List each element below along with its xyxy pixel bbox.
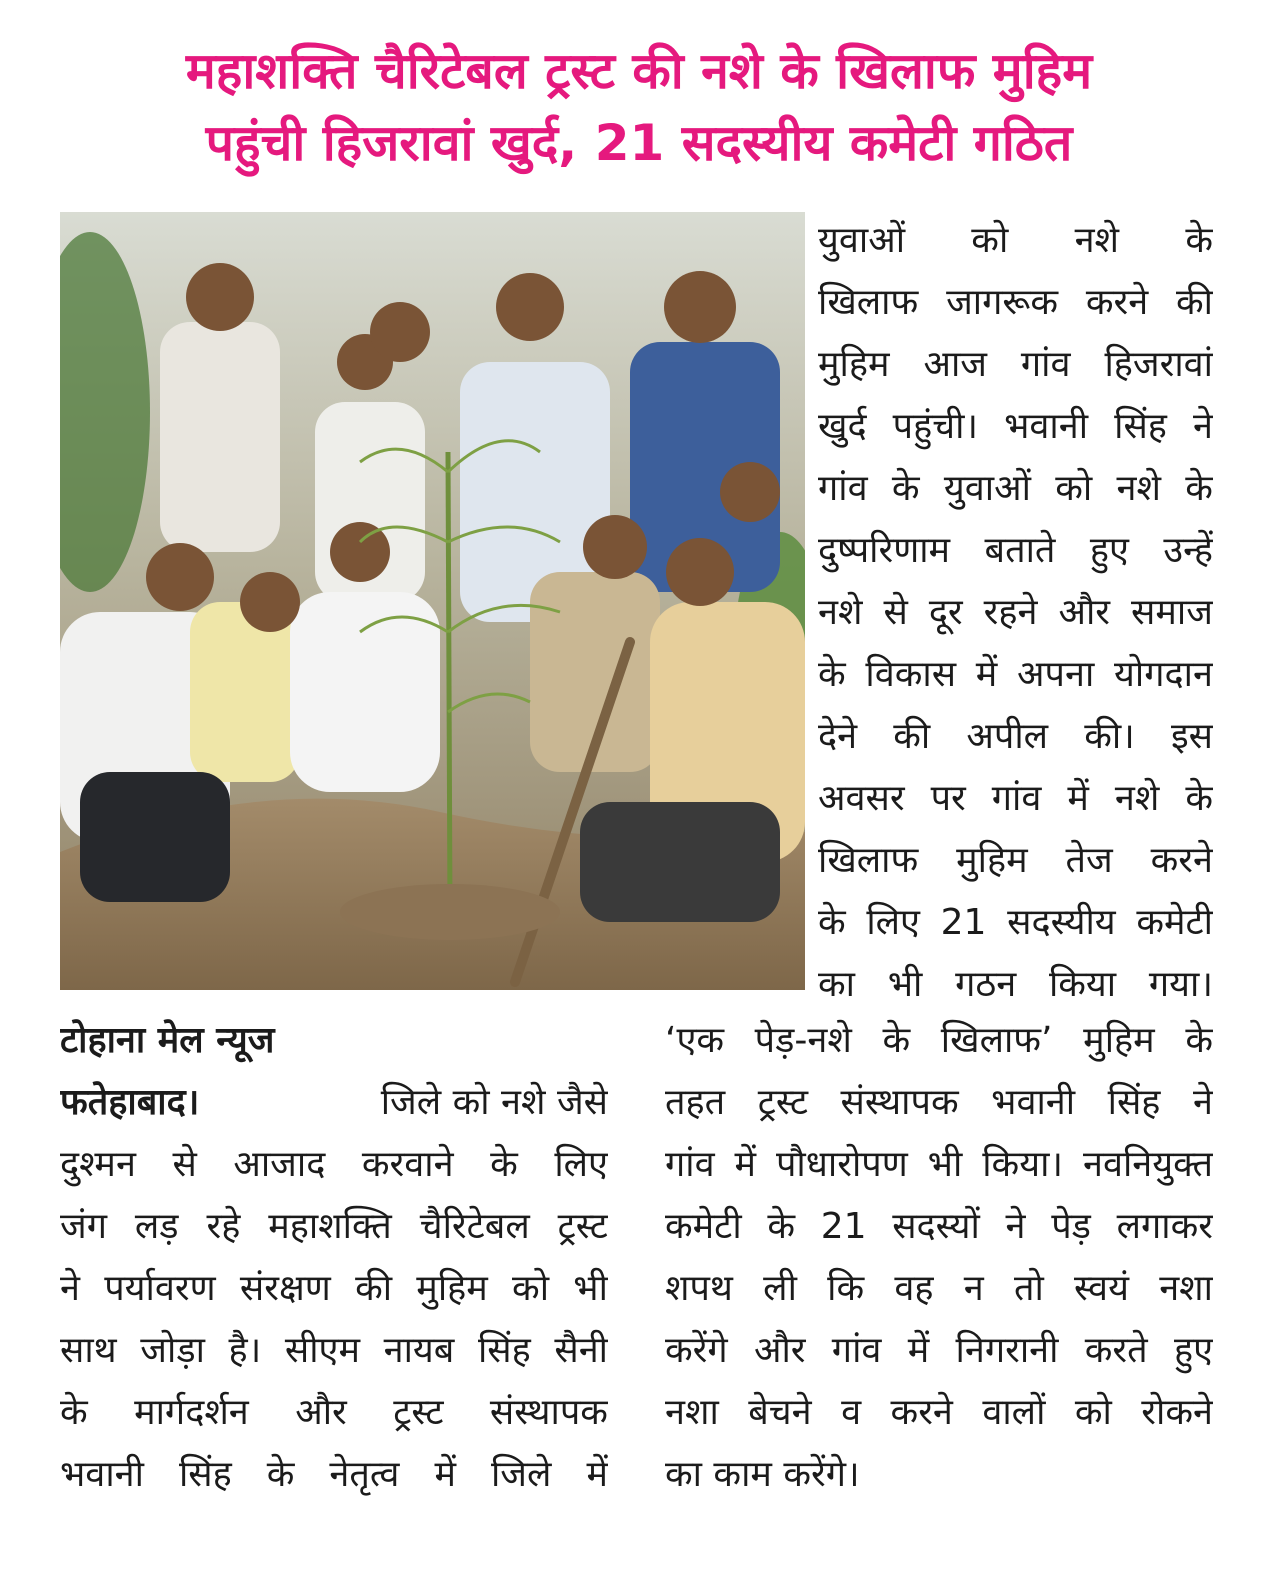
word: रोकने [1141,1392,1213,1433]
word: गया। [1148,964,1213,1005]
text-line [665,1196,1213,1258]
text-line [665,1382,1213,1444]
text-line [818,272,1213,334]
word: अवसर [818,778,905,819]
word: गठन [955,964,1017,1005]
text-line [818,210,1213,272]
word: नशा [1159,1268,1213,1309]
word: ली [763,1268,797,1309]
word: खिलाफ [818,282,919,323]
byline: टोहाना मेल न्यूज [60,1020,275,1061]
word: के [490,1144,518,1185]
word: में [907,1330,930,1371]
word: के [1185,1020,1213,1061]
news-photo [60,212,805,990]
text-line [818,830,1213,892]
word: युवाओं [818,220,906,261]
word: ट्रस्ट [557,1206,608,1247]
text-line [665,1072,1213,1134]
text-line [665,1010,1213,1072]
text-line [665,1320,1213,1382]
word: को [512,1268,550,1309]
word: गांव [1020,344,1071,385]
text-line [60,1444,608,1506]
word: नशे [1114,778,1160,819]
word: के [266,1454,295,1495]
word: ने [1005,1206,1026,1247]
word: पेड़ [1051,1206,1091,1247]
word: और [295,1392,347,1433]
word: को [1074,1392,1112,1433]
word: महाशक्ति [268,1206,392,1247]
word: नेतृत्व [329,1454,400,1495]
word: संस्थापक [489,1392,608,1433]
word: ने [1192,406,1213,447]
word: आजाद [233,1144,326,1185]
word: देने [818,716,858,757]
word: जंग [60,1206,107,1247]
word: दूर [928,592,963,633]
word: भवानी [991,1082,1076,1123]
word: और [753,1330,806,1371]
word: पर [930,778,966,819]
word: दुश्मन [60,1144,136,1185]
word: लिए [554,1144,608,1185]
word: साथ [60,1330,117,1371]
word: को [971,220,1009,261]
text-line [818,458,1213,520]
word: का [818,964,855,1005]
text-line-last: का काम करेंगे। [665,1454,860,1495]
word: रहने [983,592,1038,633]
word: गांव [991,778,1042,819]
word: लगाकर [1116,1206,1213,1247]
word: के [818,902,846,943]
word: करने [890,1392,953,1433]
word: हिजरावां [1104,344,1213,385]
word: के [891,468,920,509]
word: ने [60,1268,80,1309]
word: भवानी [60,1454,144,1495]
word: लिए [866,902,920,943]
word: तेज [1065,840,1113,881]
word: को [1055,468,1093,509]
word: मार्गदर्शन [134,1392,249,1433]
word: सीएम [284,1330,360,1371]
word: मुहिम [1083,1020,1155,1061]
word: ने [1192,1082,1213,1123]
word: भवानी [1004,406,1089,447]
word: तो [1013,1268,1044,1309]
word: और [1058,592,1111,633]
word: में [586,1454,608,1495]
word: लड़ [134,1206,179,1247]
word: से [172,1144,197,1185]
word: खिलाफ’ [940,1020,1053,1061]
word: जोड़ा [140,1330,205,1371]
word: संस्थापक [840,1082,959,1123]
word: सिंह [477,1330,531,1371]
word: नशे [818,592,863,633]
word: हुए [1173,1330,1213,1371]
word: विकास [865,654,957,695]
text-line [60,1382,608,1444]
word: के [1185,778,1213,819]
word: नायब [383,1330,455,1371]
word: चैरिटेबल [419,1206,530,1247]
word: वालों [982,1392,1046,1433]
word: की [893,716,931,757]
word: करते [1084,1330,1148,1371]
word: करेंगे [665,1330,728,1371]
word: नशे [1074,220,1120,261]
word: में [734,1144,757,1185]
dateline-rest: जिले को नशे जैसे [380,1082,608,1123]
text-line [665,1134,1213,1196]
word: के [60,1392,88,1433]
word: के [818,654,846,695]
word: की [355,1268,393,1309]
word: उन्हें [1163,530,1213,571]
word: जागरूक [946,282,1059,323]
text-line [818,396,1213,458]
word: भी [887,964,923,1005]
article-column-right-bottom [665,1010,1213,1506]
word: योगदान [1114,654,1213,695]
word: न [963,1268,984,1309]
word: करवाने [361,1144,454,1185]
word: मुहिम [818,344,890,385]
word: इस [1170,716,1213,757]
text-line [818,768,1213,830]
headline-line-1: महाशक्ति चैरिटेबल ट्रस्ट की नशे के खिलाफ मुहिम [185,42,1093,100]
word: अपना [1017,654,1095,695]
word: नशा [665,1392,719,1433]
word: में [975,654,998,695]
word: युवाओं [943,468,1031,509]
word: कि [827,1268,865,1309]
word: गांव [818,468,868,509]
word: कमेटी [665,1206,742,1247]
word: पौधारोपण [775,1144,908,1185]
word: के [767,1206,795,1247]
word: ट्रस्ट [393,1392,444,1433]
word: भी [927,1144,963,1185]
word: सदस्यों [892,1206,980,1247]
word: आज [923,344,987,385]
word: ट्रस्ट [757,1082,808,1123]
word: ‘एक [665,1020,724,1061]
word: जिले [490,1454,552,1495]
text-line [818,582,1213,644]
word: में [1067,778,1089,819]
word: गांव [831,1330,882,1371]
text-line [818,954,1213,1016]
word: बताते [984,530,1056,571]
word: कमेटी [1136,902,1213,943]
word: की। [1084,716,1135,757]
text-line [818,892,1213,954]
word: स्वयं [1074,1268,1129,1309]
word: सिंह [1114,406,1167,447]
word: के [1185,468,1213,509]
word: शपथ [665,1268,733,1309]
word: किया। [982,1144,1064,1185]
word: सिंह [178,1454,232,1495]
word: खुर्द [818,406,867,447]
word: पहुंची। [892,406,979,447]
headline-line-2: पहुंची हिजरावां खुर्द, 21 सदस्यीय कमेटी गठित [205,114,1073,172]
word: बेचने [748,1392,812,1433]
text-line [60,1134,608,1196]
dateline-line [60,1072,608,1134]
word: में [434,1454,456,1495]
word: 21 [940,902,987,943]
word: किया [1048,964,1117,1005]
word: से [883,592,908,633]
word: के [882,1020,911,1061]
word: समाज [1131,592,1213,633]
word: तहत [665,1082,726,1123]
article-column-right-top [818,210,1213,1016]
word: अपील [966,716,1049,757]
text-line [60,1258,608,1320]
text-line [818,520,1213,582]
word: सैनी [554,1330,608,1371]
word: मुहिम [416,1268,488,1309]
word: गांव [665,1144,715,1185]
word: पेड़-नशे [754,1020,852,1061]
word: की [1176,282,1213,323]
text-line [818,706,1213,768]
word: करने [1085,282,1149,323]
word: मुहिम [956,840,1028,881]
word: निगरानी [955,1330,1059,1371]
word: है। [228,1330,262,1371]
word: व [841,1392,862,1433]
word: पर्यावरण [104,1268,216,1309]
word: हुए [1089,530,1129,571]
article-column-left-bottom [60,1010,608,1506]
text-line [60,1196,608,1258]
word: नशे [1116,468,1161,509]
text-line [818,644,1213,706]
word: खिलाफ [818,840,919,881]
tree-planting-group-photo-icon [60,212,805,990]
word: सदस्यीय [1007,902,1116,943]
word: भी [573,1268,608,1309]
word: वह [894,1268,934,1309]
word: रहे [206,1206,241,1247]
text-line [665,1258,1213,1320]
word: करने [1150,840,1213,881]
word: सिंह [1107,1082,1161,1123]
text-line [818,334,1213,396]
word: संरक्षण [239,1268,331,1309]
word: के [1185,220,1213,261]
word: 21 [820,1206,867,1247]
word: नवनियुक्त [1082,1144,1213,1185]
text-line [60,1320,608,1382]
word: दुष्परिणाम [818,530,951,571]
dateline: फतेहाबाद। [60,1082,200,1123]
